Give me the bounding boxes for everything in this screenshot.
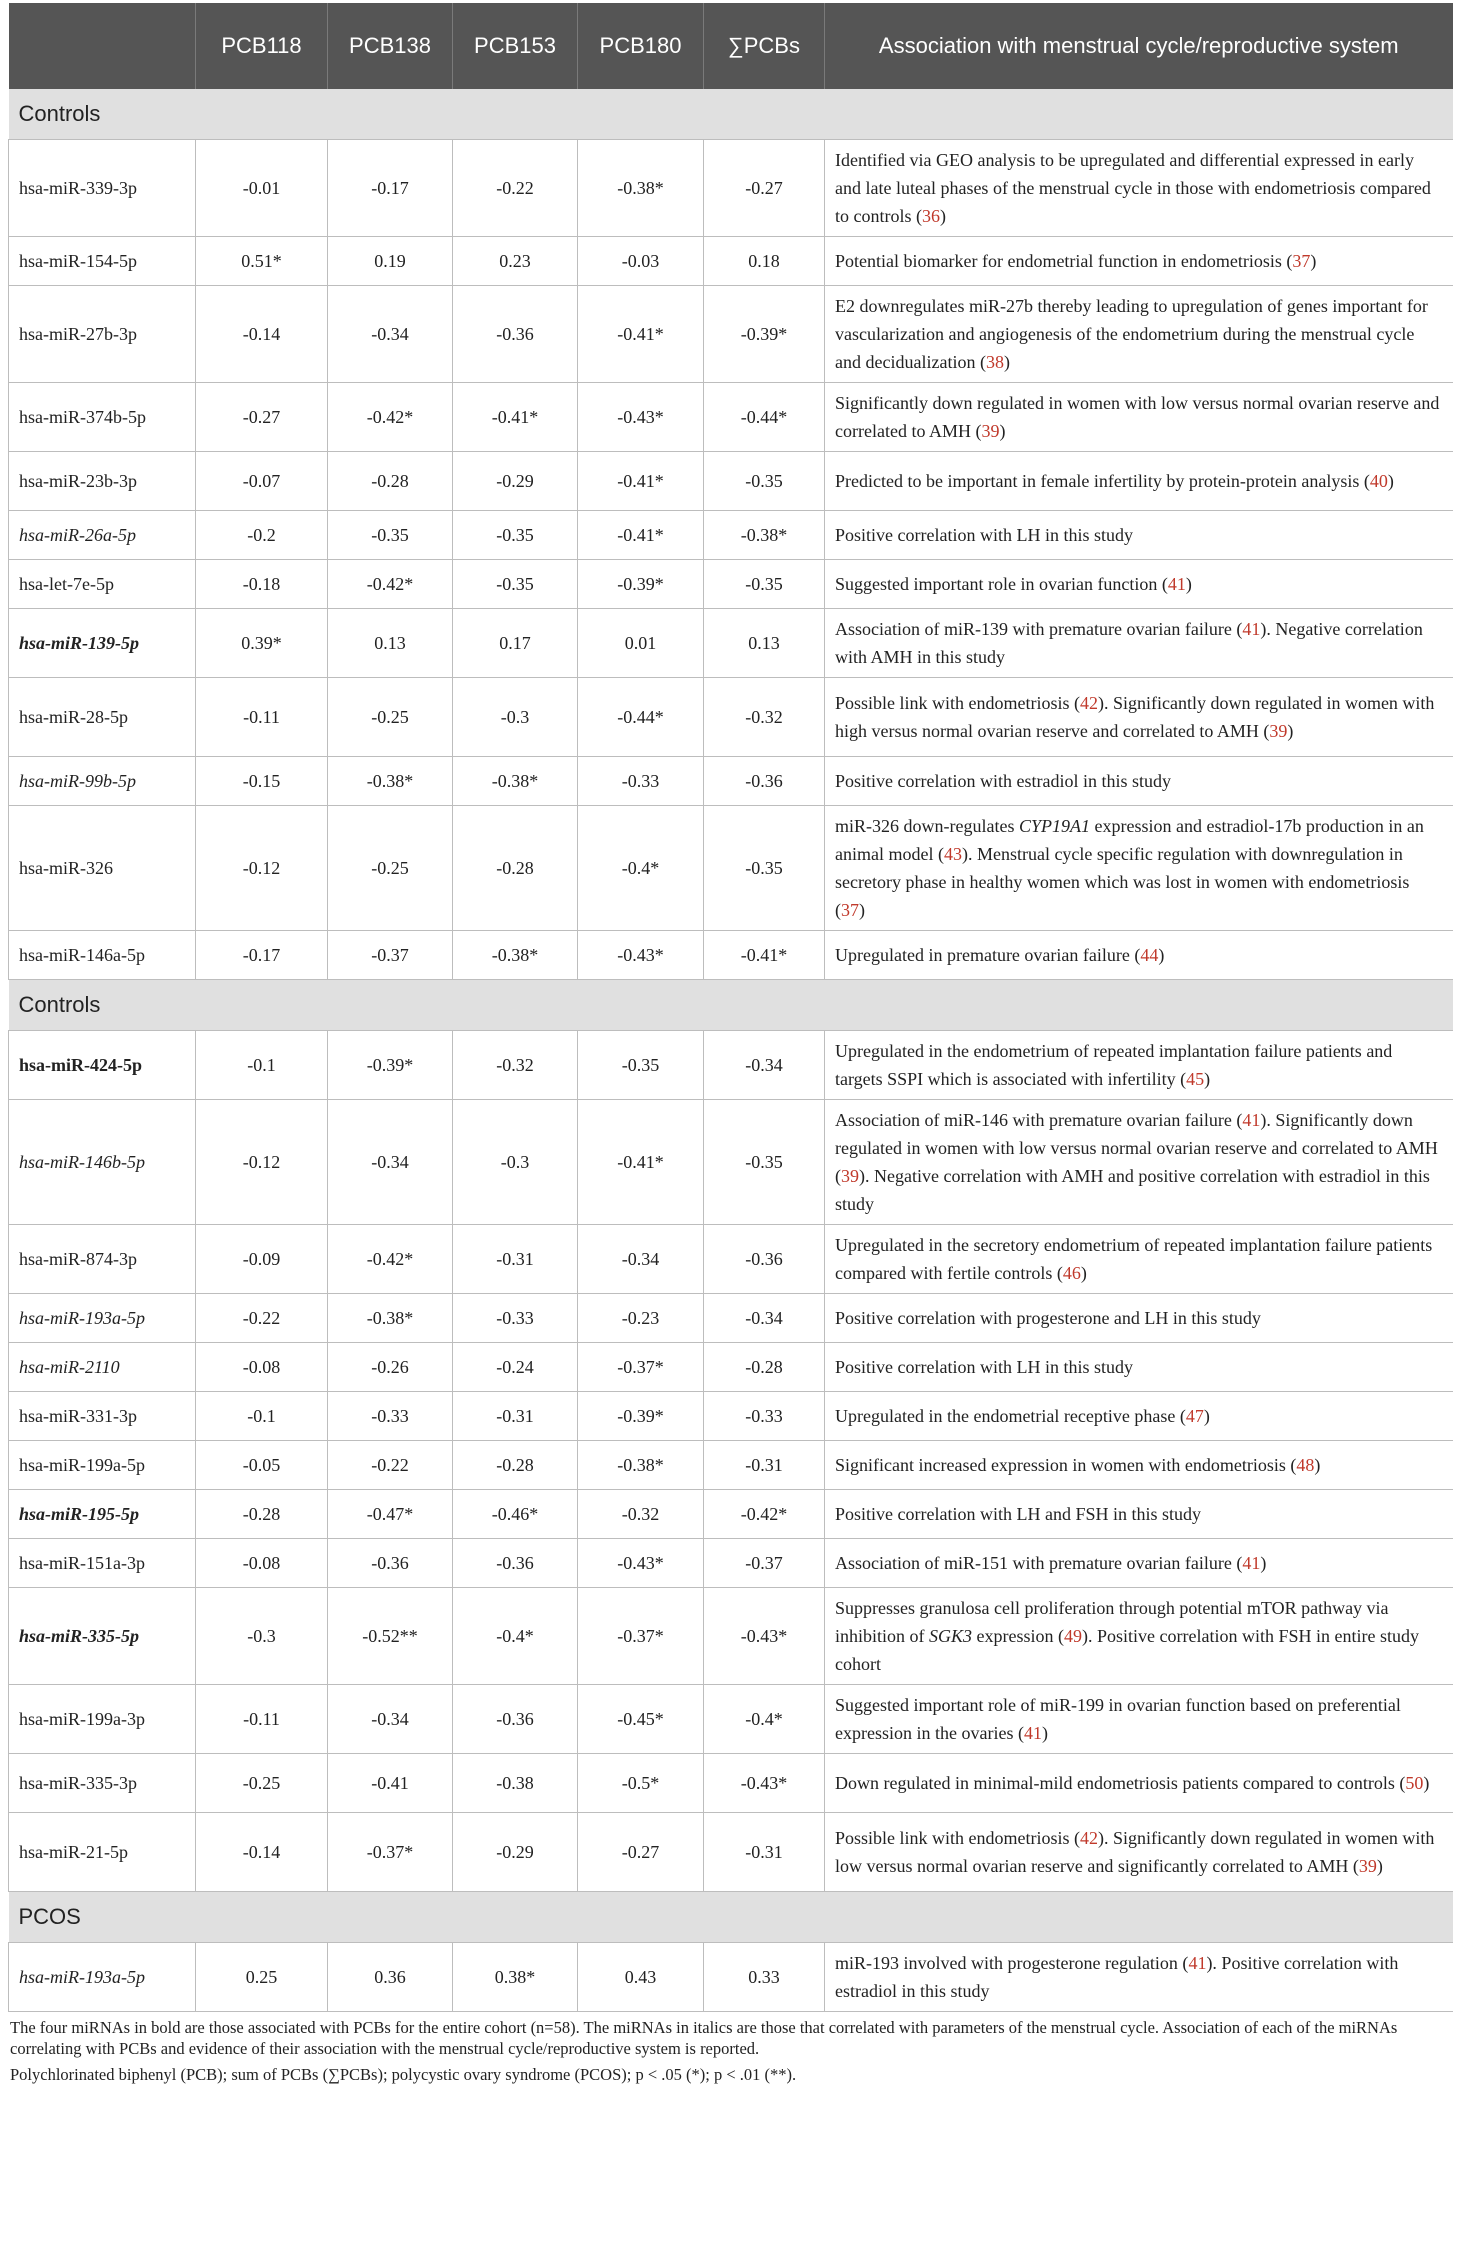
association-text: Possible link with endometriosis (42). Significantly down regulated in women with low versus normal ovarian reserve and significantly correlated to AMH (39) <box>825 1813 1453 1892</box>
section-title: Controls <box>9 980 1453 1031</box>
sum-pcbs-value: -0.34 <box>704 1294 825 1343</box>
header-association: Association with menstrual cycle/reproductive system <box>825 3 1453 89</box>
association-text: Positive correlation with LH in this study <box>825 1343 1453 1392</box>
pcb153-value: 0.38* <box>453 1943 578 2012</box>
mirna-name: hsa-miR-326 <box>9 806 196 931</box>
pcb153-value: -0.3 <box>453 1100 578 1225</box>
mirna-name: hsa-let-7e-5p <box>9 560 196 609</box>
pcb138-value: -0.33 <box>328 1392 453 1441</box>
section-row <box>9 1892 1453 1943</box>
pcb138-value: -0.39* <box>328 1031 453 1100</box>
reference-link[interactable]: 49 <box>1064 1626 1082 1646</box>
table-row <box>9 1685 1453 1754</box>
association-text: Significantly down regulated in women with low versus normal ovarian reserve and correlated to AMH (39) <box>825 383 1453 452</box>
association-text: Down regulated in minimal-mild endometriosis patients compared to controls (50) <box>825 1754 1453 1813</box>
pcb118-value: -0.15 <box>196 757 328 806</box>
pcb180-value: -0.41* <box>578 452 704 511</box>
pcb138-value: -0.42* <box>328 1225 453 1294</box>
pcb118-value: -0.01 <box>196 140 328 237</box>
pcb180-value: -0.41* <box>578 1100 704 1225</box>
association-text: Significant increased expression in women with endometriosis (48) <box>825 1441 1453 1490</box>
pcb118-value: -0.27 <box>196 383 328 452</box>
pcb118-value: -0.11 <box>196 1685 328 1754</box>
gene-name: CYP19A1 <box>1018 816 1090 836</box>
pcb153-value: -0.41* <box>453 383 578 452</box>
pcb153-value: -0.28 <box>453 1441 578 1490</box>
association-text: miR-193 involved with progesterone regulation (41). Positive correlation with estradiol in this study <box>825 1943 1453 2012</box>
pcb138-value: -0.34 <box>328 1685 453 1754</box>
pcb138-value: -0.47* <box>328 1490 453 1539</box>
sum-pcbs-value: 0.33 <box>704 1943 825 2012</box>
pcb153-value: -0.46* <box>453 1490 578 1539</box>
table-row <box>9 560 1453 609</box>
table-row <box>9 1294 1453 1343</box>
sum-pcbs-value: -0.35 <box>704 452 825 511</box>
pcb138-value: -0.35 <box>328 511 453 560</box>
pcb180-value: -0.38* <box>578 140 704 237</box>
sum-pcbs-value: -0.34 <box>704 1031 825 1100</box>
table-row <box>9 511 1453 560</box>
table-row <box>9 286 1453 383</box>
sum-pcbs-value: 0.13 <box>704 609 825 678</box>
sum-pcbs-value: -0.38* <box>704 511 825 560</box>
pcb138-value: -0.38* <box>328 757 453 806</box>
header-sum-pcbs: ∑PCBs <box>704 3 825 89</box>
reference-link[interactable]: 41 <box>1188 1953 1207 1973</box>
pcb118-value: -0.12 <box>196 806 328 931</box>
association-text: miR-326 down-regulates CYP19A1 expression and estradiol-17b production in an animal model (43). Menstrual cycle specific regulation with downregulation in secretory phase in healthy women which was lost in women with endometriosis (37) <box>825 806 1453 931</box>
pcb118-value: -0.25 <box>196 1754 328 1813</box>
gene-name: SGK3 <box>929 1626 973 1646</box>
pcb180-value: -0.4* <box>578 806 704 931</box>
pcb118-value: -0.12 <box>196 1100 328 1225</box>
sum-pcbs-value: -0.35 <box>704 560 825 609</box>
association-text: Suggested important role in ovarian function (41) <box>825 560 1453 609</box>
table-row <box>9 140 1453 237</box>
pcb153-value: -0.36 <box>453 286 578 383</box>
pcb153-value: -0.29 <box>453 452 578 511</box>
header-pcb180: PCB180 <box>578 3 704 89</box>
reference-link[interactable]: 42 <box>1080 1828 1098 1848</box>
reference-link[interactable]: 37 <box>1292 251 1311 271</box>
pcb153-value: -0.31 <box>453 1392 578 1441</box>
sum-pcbs-value: -0.27 <box>704 140 825 237</box>
sum-pcbs-value: -0.35 <box>704 1100 825 1225</box>
pcb180-value: -0.38* <box>578 1441 704 1490</box>
pcb180-value: -0.43* <box>578 383 704 452</box>
pcb153-value: -0.28 <box>453 806 578 931</box>
reference-link[interactable]: 37 <box>841 900 859 920</box>
pcb138-value: 0.36 <box>328 1943 453 2012</box>
pcb153-value: -0.35 <box>453 560 578 609</box>
pcb118-value: 0.51* <box>196 237 328 286</box>
sum-pcbs-value: -0.39* <box>704 286 825 383</box>
pcb153-value: -0.24 <box>453 1343 578 1392</box>
pcb138-value: 0.13 <box>328 609 453 678</box>
mirna-name: hsa-miR-424-5p <box>9 1031 196 1100</box>
association-text: Association of miR-151 with premature ovarian failure (41) <box>825 1539 1453 1588</box>
results-table <box>8 3 1453 2012</box>
reference-link[interactable]: 48 <box>1296 1455 1315 1475</box>
table-row <box>9 1813 1453 1892</box>
pcb180-value: -0.41* <box>578 511 704 560</box>
pcb118-value: 0.39* <box>196 609 328 678</box>
reference-link[interactable]: 41 <box>1242 1110 1261 1130</box>
pcb138-value: -0.42* <box>328 383 453 452</box>
header-pcb153: PCB153 <box>453 3 578 89</box>
mirna-name: hsa-miR-26a-5p <box>9 511 196 560</box>
mirna-name: hsa-miR-199a-5p <box>9 1441 196 1490</box>
sum-pcbs-value: -0.42* <box>704 1490 825 1539</box>
pcb153-value: -0.3 <box>453 678 578 757</box>
pcb180-value: -0.5* <box>578 1754 704 1813</box>
pcb153-value: -0.31 <box>453 1225 578 1294</box>
mirna-name: hsa-miR-99b-5p <box>9 757 196 806</box>
association-text: Positive correlation with LH in this study <box>825 511 1453 560</box>
table-row <box>9 1943 1453 2012</box>
mirna-name: hsa-miR-199a-3p <box>9 1685 196 1754</box>
pcb138-value: 0.19 <box>328 237 453 286</box>
table-row <box>9 806 1453 931</box>
table-row <box>9 1588 1453 1685</box>
pcb180-value: 0.43 <box>578 1943 704 2012</box>
pcb138-value: -0.26 <box>328 1343 453 1392</box>
pcb153-value: -0.22 <box>453 140 578 237</box>
pcb180-value: -0.43* <box>578 931 704 980</box>
reference-link[interactable]: 50 <box>1405 1773 1424 1793</box>
mirna-name: hsa-miR-2110 <box>9 1343 196 1392</box>
association-text: Predicted to be important in female infertility by protein-protein analysis (40) <box>825 452 1453 511</box>
sum-pcbs-value: -0.43* <box>704 1588 825 1685</box>
pcb153-value: 0.17 <box>453 609 578 678</box>
pcb138-value: -0.42* <box>328 560 453 609</box>
pcb118-value: -0.09 <box>196 1225 328 1294</box>
footnote-1: The four miRNAs in bold are those associated with PCBs for the entire cohort (n=58). The miRNAs in italics are those that correlated with parameters of the menstrual cycle. Association of each of the miRNAs correlating with PCBs and evidence of their association with the menstrual cycle/reproductive system is reported. <box>10 2018 1398 2058</box>
sum-pcbs-value: -0.31 <box>704 1813 825 1892</box>
table-row <box>9 1225 1453 1294</box>
sum-pcbs-value: -0.37 <box>704 1539 825 1588</box>
sum-pcbs-value: -0.36 <box>704 757 825 806</box>
association-text: Positive correlation with estradiol in this study <box>825 757 1453 806</box>
association-text: Potential biomarker for endometrial function in endometriosis (37) <box>825 237 1453 286</box>
pcb180-value: -0.39* <box>578 1392 704 1441</box>
pcb180-value: -0.33 <box>578 757 704 806</box>
association-text: Upregulated in premature ovarian failure (44) <box>825 931 1453 980</box>
pcb153-value: -0.4* <box>453 1588 578 1685</box>
mirna-name: hsa-miR-27b-3p <box>9 286 196 383</box>
table-row <box>9 1441 1453 1490</box>
pcb138-value: -0.41 <box>328 1754 453 1813</box>
association-text: Upregulated in the endometrial receptive phase (47) <box>825 1392 1453 1441</box>
header-pcb138: PCB138 <box>328 3 453 89</box>
pcb180-value: -0.43* <box>578 1539 704 1588</box>
pcb118-value: -0.2 <box>196 511 328 560</box>
pcb138-value: -0.34 <box>328 1100 453 1225</box>
mirna-name: hsa-miR-374b-5p <box>9 383 196 452</box>
sum-pcbs-value: -0.31 <box>704 1441 825 1490</box>
pcb138-value: -0.37 <box>328 931 453 980</box>
association-text: Suppresses granulosa cell proliferation through potential mTOR pathway via inhibition of SGK3 expression (49). Positive correlation with FSH in entire study cohort <box>825 1588 1453 1685</box>
table-row <box>9 237 1453 286</box>
association-text: Association of miR-139 with premature ovarian failure (41). Negative correlation with AMH in this study <box>825 609 1453 678</box>
reference-link[interactable]: 41 <box>1242 619 1261 639</box>
pcb180-value: -0.45* <box>578 1685 704 1754</box>
pcb180-value: -0.35 <box>578 1031 704 1100</box>
reference-link[interactable]: 44 <box>1140 945 1159 965</box>
pcb138-value: -0.36 <box>328 1539 453 1588</box>
reference-link[interactable]: 39 <box>1358 1856 1377 1876</box>
sum-pcbs-value: -0.43* <box>704 1754 825 1813</box>
pcb118-value: -0.22 <box>196 1294 328 1343</box>
reference-link[interactable]: 41 <box>1242 1553 1261 1573</box>
association-text: Association of miR-146 with premature ovarian failure (41). Significantly down regulated in women with low versus normal ovarian reserve and correlated to AMH (39). Negative correlation with AMH and positive correlation with estradiol in this study <box>825 1100 1453 1225</box>
mirna-name: hsa-miR-154-5p <box>9 237 196 286</box>
mirna-name: hsa-miR-21-5p <box>9 1813 196 1892</box>
pcb118-value: -0.08 <box>196 1539 328 1588</box>
pcb153-value: -0.36 <box>453 1539 578 1588</box>
reference-link[interactable]: 46 <box>1062 1263 1081 1283</box>
reference-link[interactable]: 41 <box>1023 1723 1042 1743</box>
pcb180-value: -0.37* <box>578 1588 704 1685</box>
mirna-name: hsa-miR-339-3p <box>9 140 196 237</box>
reference-link[interactable]: 40 <box>1369 471 1388 491</box>
pcb180-value: -0.03 <box>578 237 704 286</box>
mirna-name: hsa-miR-139-5p <box>9 609 196 678</box>
reference-link[interactable]: 36 <box>922 206 940 226</box>
mirna-name: hsa-miR-151a-3p <box>9 1539 196 1588</box>
section-title: PCOS <box>9 1892 1453 1943</box>
table-row <box>9 1490 1453 1539</box>
pcb118-value: -0.28 <box>196 1490 328 1539</box>
pcb180-value: 0.01 <box>578 609 704 678</box>
table-row <box>9 678 1453 757</box>
pcb153-value: -0.38* <box>453 757 578 806</box>
pcb153-value: -0.36 <box>453 1685 578 1754</box>
reference-link[interactable]: 45 <box>1186 1069 1205 1089</box>
pcb138-value: -0.52** <box>328 1588 453 1685</box>
pcb138-value: -0.22 <box>328 1441 453 1490</box>
table-row <box>9 931 1453 980</box>
sum-pcbs-value: -0.33 <box>704 1392 825 1441</box>
pcb153-value: -0.35 <box>453 511 578 560</box>
pcb118-value: 0.25 <box>196 1943 328 2012</box>
mirna-name: hsa-miR-193a-5p <box>9 1294 196 1343</box>
table-row <box>9 1754 1453 1813</box>
pcb118-value: -0.17 <box>196 931 328 980</box>
pcb118-value: -0.18 <box>196 560 328 609</box>
section-title: Controls <box>9 89 1453 140</box>
header-row <box>9 3 1453 89</box>
header-mirna <box>9 3 196 89</box>
pcb118-value: -0.14 <box>196 1813 328 1892</box>
sum-pcbs-value: -0.35 <box>704 806 825 931</box>
sum-pcbs-value: -0.44* <box>704 383 825 452</box>
table-row <box>9 757 1453 806</box>
pcb180-value: -0.41* <box>578 286 704 383</box>
mirna-name: hsa-miR-193a-5p <box>9 1943 196 2012</box>
pcb138-value: -0.37* <box>328 1813 453 1892</box>
sum-pcbs-value: -0.36 <box>704 1225 825 1294</box>
pcb118-value: -0.14 <box>196 286 328 383</box>
pcb118-value: -0.3 <box>196 1588 328 1685</box>
section-row <box>9 89 1453 140</box>
mirna-name: hsa-miR-146b-5p <box>9 1100 196 1225</box>
pcb153-value: -0.29 <box>453 1813 578 1892</box>
reference-link[interactable]: 38 <box>985 352 1004 372</box>
sum-pcbs-value: 0.18 <box>704 237 825 286</box>
footnote-2: Polychlorinated biphenyl (PCB); sum of PCBs (∑PCBs); polycystic ovary syndrome (PCOS); p < .05 (*); p < .01 (**). <box>10 2065 797 2084</box>
pcb118-value: -0.05 <box>196 1441 328 1490</box>
mirna-name: hsa-miR-335-3p <box>9 1754 196 1813</box>
pcb118-value: -0.07 <box>196 452 328 511</box>
sum-pcbs-value: -0.41* <box>704 931 825 980</box>
association-text: Positive correlation with progesterone and LH in this study <box>825 1294 1453 1343</box>
reference-link[interactable]: 39 <box>1269 721 1288 741</box>
sum-pcbs-value: -0.32 <box>704 678 825 757</box>
mirna-name: hsa-miR-28-5p <box>9 678 196 757</box>
pcb153-value: 0.23 <box>453 237 578 286</box>
table-row <box>9 1031 1453 1100</box>
pcb118-value: -0.11 <box>196 678 328 757</box>
pcb153-value: -0.32 <box>453 1031 578 1100</box>
pcb153-value: -0.33 <box>453 1294 578 1343</box>
mirna-name: hsa-miR-23b-3p <box>9 452 196 511</box>
header-pcb118: PCB118 <box>196 3 328 89</box>
table-row <box>9 452 1453 511</box>
pcb138-value: -0.25 <box>328 806 453 931</box>
pcb180-value: -0.23 <box>578 1294 704 1343</box>
pcb180-value: -0.37* <box>578 1343 704 1392</box>
section-row <box>9 980 1453 1031</box>
sum-pcbs-value: -0.28 <box>704 1343 825 1392</box>
table-row <box>9 383 1453 452</box>
mirna-name: hsa-miR-874-3p <box>9 1225 196 1294</box>
pcb180-value: -0.39* <box>578 560 704 609</box>
pcb153-value: -0.38 <box>453 1754 578 1813</box>
mirna-name: hsa-miR-146a-5p <box>9 931 196 980</box>
pcb138-value: -0.38* <box>328 1294 453 1343</box>
reference-link[interactable]: 39 <box>981 421 1000 441</box>
reference-link[interactable]: 43 <box>943 844 962 864</box>
pcb138-value: -0.28 <box>328 452 453 511</box>
reference-link[interactable]: 41 <box>1167 574 1186 594</box>
table-row <box>9 1539 1453 1588</box>
pcb118-value: -0.1 <box>196 1031 328 1100</box>
pcb180-value: -0.32 <box>578 1490 704 1539</box>
pcb118-value: -0.08 <box>196 1343 328 1392</box>
association-text: Upregulated in the secretory endometrium of repeated implantation failure patients compared with fertile controls (46) <box>825 1225 1453 1294</box>
pcb180-value: -0.44* <box>578 678 704 757</box>
pcb138-value: -0.34 <box>328 286 453 383</box>
table-row <box>9 609 1453 678</box>
reference-link[interactable]: 42 <box>1080 693 1098 713</box>
mirna-name: hsa-miR-335-5p <box>9 1588 196 1685</box>
reference-link[interactable]: 47 <box>1185 1406 1204 1426</box>
pcb138-value: -0.25 <box>328 678 453 757</box>
pcb153-value: -0.38* <box>453 931 578 980</box>
association-text: Suggested important role of miR-199 in ovarian function based on preferential expression in the ovaries (41) <box>825 1685 1453 1754</box>
table-row <box>9 1343 1453 1392</box>
pcb118-value: -0.1 <box>196 1392 328 1441</box>
association-text: Positive correlation with LH and FSH in this study <box>825 1490 1453 1539</box>
sum-pcbs-value: -0.4* <box>704 1685 825 1754</box>
document <box>8 3 1452 2085</box>
pcb180-value: -0.27 <box>578 1813 704 1892</box>
mirna-name: hsa-miR-195-5p <box>9 1490 196 1539</box>
association-text: E2 downregulates miR-27b thereby leading to upregulation of genes important for vascularization and angiogenesis of the endometrium during the menstrual cycle and decidualization (38) <box>825 286 1453 383</box>
association-text: Possible link with endometriosis (42). Significantly down regulated in women with high versus normal ovarian reserve and correlated to AMH (39) <box>825 678 1453 757</box>
association-text: Upregulated in the endometrium of repeated implantation failure patients and targets SSPI which is associated with infertility (45) <box>825 1031 1453 1100</box>
association-text: Identified via GEO analysis to be upregulated and differential expressed in early and late luteal phases of the menstrual cycle in those with endometriosis compared to controls (36) <box>825 140 1453 237</box>
reference-link[interactable]: 39 <box>841 1166 859 1186</box>
pcb180-value: -0.34 <box>578 1225 704 1294</box>
mirna-name: hsa-miR-331-3p <box>9 1392 196 1441</box>
table-row <box>9 1392 1453 1441</box>
pcb138-value: -0.17 <box>328 140 453 237</box>
table-row <box>9 1100 1453 1225</box>
